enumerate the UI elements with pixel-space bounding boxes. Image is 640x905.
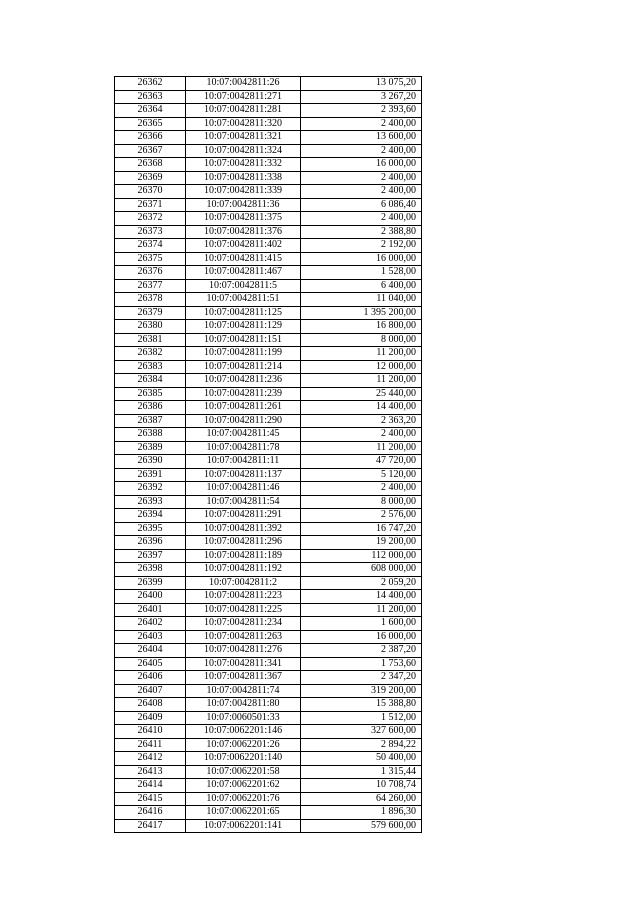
amount-cell: 3 267,20	[301, 90, 422, 104]
table-row	[115, 468, 422, 482]
cadastral-number-cell: 10:07:0042811:263	[186, 630, 301, 644]
amount-cell: 2 576,00	[301, 509, 422, 523]
cadastral-number-cell: 10:07:0062201:65	[186, 806, 301, 820]
amount-cell: 14 400,00	[301, 401, 422, 415]
cadastral-number-cell: 10:07:0042811:125	[186, 306, 301, 320]
cadastral-number-cell: 10:07:0042811:129	[186, 320, 301, 334]
table-row	[115, 104, 422, 118]
amount-cell: 10 708,74	[301, 779, 422, 793]
cadastral-number-cell: 10:07:0062201:62	[186, 779, 301, 793]
table-row	[115, 333, 422, 347]
amount-cell: 1 395 200,00	[301, 306, 422, 320]
row-number-cell: 26408	[115, 698, 186, 712]
amount-cell: 2 347,20	[301, 671, 422, 685]
row-number-cell: 26407	[115, 684, 186, 698]
amount-cell: 8 000,00	[301, 333, 422, 347]
row-number-cell: 26363	[115, 90, 186, 104]
cadastral-number-cell: 10:07:0042811:375	[186, 212, 301, 226]
row-number-cell: 26362	[115, 77, 186, 91]
amount-cell: 2 400,00	[301, 185, 422, 199]
cadastral-number-cell: 10:07:0062201:76	[186, 792, 301, 806]
row-number-cell: 26369	[115, 171, 186, 185]
cadastral-number-cell: 10:07:0042811:402	[186, 239, 301, 253]
row-number-cell: 26379	[115, 306, 186, 320]
amount-cell: 112 000,00	[301, 549, 422, 563]
row-number-cell: 26417	[115, 819, 186, 833]
row-number-cell: 26400	[115, 590, 186, 604]
cadastral-number-cell: 10:07:0042811:199	[186, 347, 301, 361]
row-number-cell: 26381	[115, 333, 186, 347]
cadastral-number-cell: 10:07:0042811:11	[186, 455, 301, 469]
amount-cell: 16 747,20	[301, 522, 422, 536]
table-row	[115, 806, 422, 820]
amount-cell: 1 512,00	[301, 711, 422, 725]
row-number-cell: 26377	[115, 279, 186, 293]
amount-cell: 5 120,00	[301, 468, 422, 482]
amount-cell: 327 600,00	[301, 725, 422, 739]
table-row	[115, 198, 422, 212]
cadastral-number-cell: 10:07:0042811:341	[186, 657, 301, 671]
amount-cell: 13 075,20	[301, 77, 422, 91]
cadastral-number-cell: 10:07:0042811:45	[186, 428, 301, 442]
amount-cell: 11 040,00	[301, 293, 422, 307]
amount-cell: 2 400,00	[301, 482, 422, 496]
row-number-cell: 26414	[115, 779, 186, 793]
table-row	[115, 239, 422, 253]
row-number-cell: 26399	[115, 576, 186, 590]
amount-cell: 11 200,00	[301, 374, 422, 388]
table-row	[115, 279, 422, 293]
table-row	[115, 725, 422, 739]
amount-cell: 2 388,80	[301, 225, 422, 239]
amount-cell: 319 200,00	[301, 684, 422, 698]
table-row	[115, 212, 422, 226]
row-number-cell: 26410	[115, 725, 186, 739]
table-row	[115, 495, 422, 509]
table-row	[115, 414, 422, 428]
row-number-cell: 26405	[115, 657, 186, 671]
row-number-cell: 26366	[115, 131, 186, 145]
cadastral-number-cell: 10:07:0042811:392	[186, 522, 301, 536]
table-row	[115, 536, 422, 550]
row-number-cell: 26375	[115, 252, 186, 266]
row-number-cell: 26368	[115, 158, 186, 172]
amount-cell: 13 600,00	[301, 131, 422, 145]
table-row	[115, 117, 422, 131]
amount-cell: 15 388,80	[301, 698, 422, 712]
amount-cell: 6 400,00	[301, 279, 422, 293]
amount-cell: 8 000,00	[301, 495, 422, 509]
row-number-cell: 26389	[115, 441, 186, 455]
cadastral-number-cell: 10:07:0042811:324	[186, 144, 301, 158]
cadastral-number-cell: 10:07:0042811:189	[186, 549, 301, 563]
row-number-cell: 26370	[115, 185, 186, 199]
cadastral-number-cell: 10:07:0042811:271	[186, 90, 301, 104]
row-number-cell: 26365	[115, 117, 186, 131]
cadastral-number-cell: 10:07:0062201:58	[186, 765, 301, 779]
row-number-cell: 26374	[115, 239, 186, 253]
table-body	[115, 77, 422, 833]
cadastral-number-cell: 10:07:0062201:141	[186, 819, 301, 833]
cadastral-number-cell: 10:07:0042811:151	[186, 333, 301, 347]
table-row	[115, 347, 422, 361]
row-number-cell: 26395	[115, 522, 186, 536]
amount-cell: 1 315,44	[301, 765, 422, 779]
amount-cell: 579 600,00	[301, 819, 422, 833]
row-number-cell: 26398	[115, 563, 186, 577]
cadastral-number-cell: 10:07:0042811:2	[186, 576, 301, 590]
row-number-cell: 26367	[115, 144, 186, 158]
table-row	[115, 360, 422, 374]
table-row	[115, 563, 422, 577]
row-number-cell: 26385	[115, 387, 186, 401]
amount-cell: 2 400,00	[301, 171, 422, 185]
table-row	[115, 779, 422, 793]
cadastral-number-cell: 10:07:0042811:239	[186, 387, 301, 401]
cadastral-number-cell: 10:07:0042811:78	[186, 441, 301, 455]
amount-cell: 14 400,00	[301, 590, 422, 604]
table-row	[115, 306, 422, 320]
cadastral-number-cell: 10:07:0042811:5	[186, 279, 301, 293]
table-row	[115, 603, 422, 617]
amount-cell: 16 000,00	[301, 252, 422, 266]
table-row	[115, 549, 422, 563]
amount-cell: 12 000,00	[301, 360, 422, 374]
row-number-cell: 26404	[115, 644, 186, 658]
amount-cell: 2 387,20	[301, 644, 422, 658]
row-number-cell: 26383	[115, 360, 186, 374]
row-number-cell: 26384	[115, 374, 186, 388]
table-row	[115, 590, 422, 604]
cadastral-number-cell: 10:07:0042811:376	[186, 225, 301, 239]
cadastral-number-cell: 10:07:0042811:320	[186, 117, 301, 131]
cadastral-number-cell: 10:07:0042811:26	[186, 77, 301, 91]
cadastral-number-cell: 10:07:0042811:223	[186, 590, 301, 604]
cadastral-number-cell: 10:07:0042811:261	[186, 401, 301, 415]
amount-cell: 64 260,00	[301, 792, 422, 806]
table-row	[115, 698, 422, 712]
row-number-cell: 26387	[115, 414, 186, 428]
row-number-cell: 26382	[115, 347, 186, 361]
cadastral-number-cell: 10:07:0042811:467	[186, 266, 301, 280]
table-row	[115, 387, 422, 401]
row-number-cell: 26394	[115, 509, 186, 523]
table-row	[115, 671, 422, 685]
amount-cell: 2 192,00	[301, 239, 422, 253]
table-row	[115, 644, 422, 658]
row-number-cell: 26376	[115, 266, 186, 280]
table-row	[115, 225, 422, 239]
amount-cell: 608 000,00	[301, 563, 422, 577]
cadastral-number-cell: 10:07:0042811:54	[186, 495, 301, 509]
table-row	[115, 482, 422, 496]
cadastral-number-cell: 10:07:0042811:281	[186, 104, 301, 118]
table-row	[115, 320, 422, 334]
amount-cell: 16 000,00	[301, 630, 422, 644]
cadastral-number-cell: 10:07:0042811:36	[186, 198, 301, 212]
cadastral-number-cell: 10:07:0062201:26	[186, 738, 301, 752]
amount-cell: 2 393,60	[301, 104, 422, 118]
row-number-cell: 26371	[115, 198, 186, 212]
amount-cell: 50 400,00	[301, 752, 422, 766]
amount-cell: 16 000,00	[301, 158, 422, 172]
row-number-cell: 26403	[115, 630, 186, 644]
table-row	[115, 657, 422, 671]
cadastral-number-cell: 10:07:0042811:367	[186, 671, 301, 685]
row-number-cell: 26411	[115, 738, 186, 752]
amount-cell: 2 400,00	[301, 428, 422, 442]
row-number-cell: 26406	[115, 671, 186, 685]
table-row	[115, 131, 422, 145]
amount-cell: 11 200,00	[301, 441, 422, 455]
row-number-cell: 26372	[115, 212, 186, 226]
row-number-cell: 26416	[115, 806, 186, 820]
table-row	[115, 738, 422, 752]
table-row	[115, 752, 422, 766]
table-row	[115, 819, 422, 833]
row-number-cell: 26364	[115, 104, 186, 118]
cadastral-number-cell: 10:07:0042811:80	[186, 698, 301, 712]
amount-cell: 11 200,00	[301, 603, 422, 617]
amount-cell: 2 400,00	[301, 117, 422, 131]
row-number-cell: 26391	[115, 468, 186, 482]
table-row	[115, 185, 422, 199]
data-table	[114, 76, 422, 833]
table-row	[115, 90, 422, 104]
amount-cell: 1 528,00	[301, 266, 422, 280]
cadastral-number-cell: 10:07:0042811:296	[186, 536, 301, 550]
amount-cell: 2 059,20	[301, 576, 422, 590]
amount-cell: 2 363,20	[301, 414, 422, 428]
table-row	[115, 266, 422, 280]
table-row	[115, 374, 422, 388]
table-row	[115, 171, 422, 185]
amount-cell: 2 400,00	[301, 212, 422, 226]
cadastral-number-cell: 10:07:0042811:74	[186, 684, 301, 698]
amount-cell: 1 896,30	[301, 806, 422, 820]
row-number-cell: 26388	[115, 428, 186, 442]
row-number-cell: 26393	[115, 495, 186, 509]
cadastral-number-cell: 10:07:0042811:291	[186, 509, 301, 523]
cadastral-number-cell: 10:07:0062201:146	[186, 725, 301, 739]
row-number-cell: 26396	[115, 536, 186, 550]
cadastral-number-cell: 10:07:0042811:51	[186, 293, 301, 307]
table-row	[115, 522, 422, 536]
table-row	[115, 441, 422, 455]
cadastral-number-cell: 10:07:0042811:339	[186, 185, 301, 199]
table-row	[115, 293, 422, 307]
cadastral-number-cell: 10:07:0042811:46	[186, 482, 301, 496]
cadastral-number-cell: 10:07:0042811:332	[186, 158, 301, 172]
amount-cell: 6 086,40	[301, 198, 422, 212]
cadastral-number-cell: 10:07:0042811:236	[186, 374, 301, 388]
table-row	[115, 455, 422, 469]
row-number-cell: 26412	[115, 752, 186, 766]
table-row	[115, 401, 422, 415]
row-number-cell: 26413	[115, 765, 186, 779]
amount-cell: 47 720,00	[301, 455, 422, 469]
table-row	[115, 77, 422, 91]
cadastral-number-cell: 10:07:0042811:192	[186, 563, 301, 577]
amount-cell: 25 440,00	[301, 387, 422, 401]
table-row	[115, 684, 422, 698]
cadastral-number-cell: 10:07:0060501:33	[186, 711, 301, 725]
cadastral-number-cell: 10:07:0042811:214	[186, 360, 301, 374]
table-row	[115, 711, 422, 725]
table-row	[115, 576, 422, 590]
table-row	[115, 144, 422, 158]
row-number-cell: 26380	[115, 320, 186, 334]
row-number-cell: 26397	[115, 549, 186, 563]
table-row	[115, 617, 422, 631]
table-row	[115, 428, 422, 442]
table-row	[115, 765, 422, 779]
cadastral-number-cell: 10:07:0042811:415	[186, 252, 301, 266]
table-row	[115, 792, 422, 806]
cadastral-number-cell: 10:07:0042811:321	[186, 131, 301, 145]
table-row	[115, 252, 422, 266]
row-number-cell: 26401	[115, 603, 186, 617]
amount-cell: 16 800,00	[301, 320, 422, 334]
row-number-cell: 26390	[115, 455, 186, 469]
cadastral-number-cell: 10:07:0042811:225	[186, 603, 301, 617]
row-number-cell: 26378	[115, 293, 186, 307]
cadastral-number-cell: 10:07:0042811:338	[186, 171, 301, 185]
cadastral-number-cell: 10:07:0042811:234	[186, 617, 301, 631]
table-row	[115, 630, 422, 644]
amount-cell: 11 200,00	[301, 347, 422, 361]
table-row	[115, 509, 422, 523]
row-number-cell: 26386	[115, 401, 186, 415]
row-number-cell: 26415	[115, 792, 186, 806]
row-number-cell: 26409	[115, 711, 186, 725]
amount-cell: 19 200,00	[301, 536, 422, 550]
amount-cell: 2 400,00	[301, 144, 422, 158]
amount-cell: 1 600,00	[301, 617, 422, 631]
table-row	[115, 158, 422, 172]
cadastral-number-cell: 10:07:0042811:290	[186, 414, 301, 428]
cadastral-number-cell: 10:07:0042811:137	[186, 468, 301, 482]
cadastral-number-cell: 10:07:0062201:140	[186, 752, 301, 766]
row-number-cell: 26392	[115, 482, 186, 496]
amount-cell: 1 753,60	[301, 657, 422, 671]
amount-cell: 2 894,22	[301, 738, 422, 752]
cadastral-number-cell: 10:07:0042811:276	[186, 644, 301, 658]
row-number-cell: 26373	[115, 225, 186, 239]
row-number-cell: 26402	[115, 617, 186, 631]
